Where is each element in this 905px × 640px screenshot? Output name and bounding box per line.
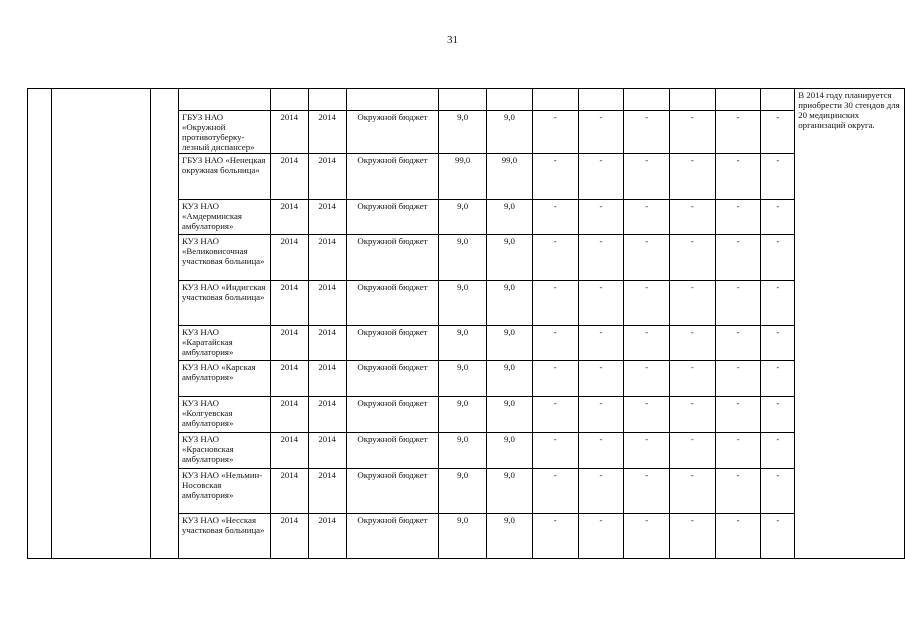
cell-end-year: 2014 xyxy=(308,200,346,235)
cell-start-year: 2014 xyxy=(270,397,308,433)
cell-2017: - xyxy=(624,111,670,154)
cell-spacer xyxy=(487,89,533,111)
cell-end-year: 2014 xyxy=(308,361,346,397)
cell-funding-source: Окружной бюджет xyxy=(346,154,439,200)
cell-2019: - xyxy=(715,281,761,326)
cell-2019: - xyxy=(715,433,761,469)
cell-2017: - xyxy=(624,433,670,469)
cell-2019: - xyxy=(715,154,761,200)
cell-2015: - xyxy=(532,326,578,361)
cell-spacer xyxy=(578,89,624,111)
cell-end-year: 2014 xyxy=(308,111,346,154)
cell-2014: 9,0 xyxy=(487,235,533,281)
cell-spacer xyxy=(178,89,270,111)
cell-2018: - xyxy=(670,154,716,200)
cell-2020: - xyxy=(761,361,795,397)
cell-end-year: 2014 xyxy=(308,433,346,469)
cell-2014: 9,0 xyxy=(487,361,533,397)
cell-start-year: 2014 xyxy=(270,154,308,200)
cell-total: 9,0 xyxy=(439,514,487,559)
cell-end-year: 2014 xyxy=(308,154,346,200)
cell-spacer xyxy=(715,89,761,111)
cell-2017: - xyxy=(624,361,670,397)
cell-2016: - xyxy=(578,326,624,361)
cell-2017: - xyxy=(624,235,670,281)
cell-start-year: 2014 xyxy=(270,111,308,154)
cell-start-year: 2014 xyxy=(270,469,308,514)
cell-2014: 9,0 xyxy=(487,397,533,433)
cell-spacer xyxy=(308,89,346,111)
cell-2018: - xyxy=(670,111,716,154)
cell-2019: - xyxy=(715,469,761,514)
cell-2020: - xyxy=(761,326,795,361)
cell-start-year: 2014 xyxy=(270,200,308,235)
cell-total: 9,0 xyxy=(439,281,487,326)
cell-total: 9,0 xyxy=(439,200,487,235)
note-cell: В 2014 году планируется приобрести 30 стендов для 20 медицинских организаций округа. xyxy=(795,89,905,559)
cell-2017: - xyxy=(624,154,670,200)
table-body xyxy=(28,89,905,559)
cell-2015: - xyxy=(532,154,578,200)
cell-funding-source: Окружной бюджет xyxy=(346,397,439,433)
cell-2017: - xyxy=(624,326,670,361)
cell-2016: - xyxy=(578,281,624,326)
cell-2020: - xyxy=(761,154,795,200)
cell-funding-source: Окружной бюджет xyxy=(346,326,439,361)
cell-start-year: 2014 xyxy=(270,361,308,397)
cell-2020: - xyxy=(761,200,795,235)
cell-2015: - xyxy=(532,281,578,326)
cell-total: 9,0 xyxy=(439,111,487,154)
cell-2014: 9,0 xyxy=(487,326,533,361)
cell-spacer xyxy=(761,89,795,111)
cell-end-year: 2014 xyxy=(308,514,346,559)
cell-2015: - xyxy=(532,235,578,281)
cell-2018: - xyxy=(670,397,716,433)
cell-2016: - xyxy=(578,469,624,514)
cell-2020: - xyxy=(761,469,795,514)
cell-funding-source: Окружной бюджет xyxy=(346,111,439,154)
cell-blank-c xyxy=(151,89,179,559)
budget-table xyxy=(27,88,905,559)
cell-2016: - xyxy=(578,200,624,235)
cell-start-year: 2014 xyxy=(270,433,308,469)
cell-spacer xyxy=(439,89,487,111)
cell-organization: КУЗ НАО «Каратайская амбулатория» xyxy=(178,326,270,361)
cell-2019: - xyxy=(715,514,761,559)
cell-2014: 9,0 xyxy=(487,281,533,326)
cell-end-year: 2014 xyxy=(308,469,346,514)
cell-2014: 9,0 xyxy=(487,111,533,154)
cell-total: 9,0 xyxy=(439,326,487,361)
cell-2019: - xyxy=(715,326,761,361)
page-number: 31 xyxy=(447,34,458,46)
cell-2020: - xyxy=(761,111,795,154)
cell-2019: - xyxy=(715,361,761,397)
cell-2015: - xyxy=(532,200,578,235)
cell-total: 9,0 xyxy=(439,469,487,514)
cell-2018: - xyxy=(670,200,716,235)
cell-spacer xyxy=(346,89,439,111)
cell-2016: - xyxy=(578,111,624,154)
cell-total: 9,0 xyxy=(439,361,487,397)
cell-spacer xyxy=(532,89,578,111)
cell-2015: - xyxy=(532,514,578,559)
cell-end-year: 2014 xyxy=(308,235,346,281)
cell-funding-source: Окружной бюджет xyxy=(346,281,439,326)
cell-organization: КУЗ НАО «Колгуевская амбулатория» xyxy=(178,397,270,433)
cell-funding-source: Окружной бюджет xyxy=(346,433,439,469)
cell-spacer xyxy=(670,89,716,111)
cell-2018: - xyxy=(670,326,716,361)
cell-2019: - xyxy=(715,397,761,433)
cell-blank-b xyxy=(51,89,150,559)
cell-2017: - xyxy=(624,200,670,235)
cell-organization: КУЗ НАО «Красновская амбулатория» xyxy=(178,433,270,469)
cell-2016: - xyxy=(578,154,624,200)
cell-2016: - xyxy=(578,514,624,559)
table-row-spacer xyxy=(28,89,905,111)
cell-2017: - xyxy=(624,514,670,559)
cell-2015: - xyxy=(532,469,578,514)
cell-organization: КУЗ НАО «Карская амбулатория» xyxy=(178,361,270,397)
cell-start-year: 2014 xyxy=(270,514,308,559)
cell-total: 9,0 xyxy=(439,397,487,433)
cell-2014: 99,0 xyxy=(487,154,533,200)
cell-organization: КУЗ НАО «Великовисочная участковая больница» xyxy=(178,235,270,281)
cell-end-year: 2014 xyxy=(308,326,346,361)
cell-total: 9,0 xyxy=(439,235,487,281)
cell-2019: - xyxy=(715,235,761,281)
cell-organization: ГБУЗ НАО «Ненецкая окружная больница» xyxy=(178,154,270,200)
cell-2018: - xyxy=(670,361,716,397)
cell-end-year: 2014 xyxy=(308,281,346,326)
cell-2018: - xyxy=(670,433,716,469)
cell-organization: КУЗ НАО «Индигская участковая больница» xyxy=(178,281,270,326)
cell-2014: 9,0 xyxy=(487,469,533,514)
cell-2020: - xyxy=(761,514,795,559)
cell-2018: - xyxy=(670,235,716,281)
cell-organization: ГБУЗ НАО «Окружной противотуберку-лезный диспансер» xyxy=(178,111,270,154)
cell-2015: - xyxy=(532,433,578,469)
cell-2015: - xyxy=(532,111,578,154)
cell-spacer xyxy=(270,89,308,111)
cell-2016: - xyxy=(578,433,624,469)
cell-2020: - xyxy=(761,397,795,433)
cell-funding-source: Окружной бюджет xyxy=(346,200,439,235)
cell-funding-source: Окружной бюджет xyxy=(346,235,439,281)
cell-funding-source: Окружной бюджет xyxy=(346,361,439,397)
cell-2020: - xyxy=(761,235,795,281)
cell-start-year: 2014 xyxy=(270,326,308,361)
cell-2018: - xyxy=(670,281,716,326)
cell-2016: - xyxy=(578,235,624,281)
cell-start-year: 2014 xyxy=(270,281,308,326)
cell-total: 9,0 xyxy=(439,433,487,469)
cell-2018: - xyxy=(670,514,716,559)
cell-2014: 9,0 xyxy=(487,433,533,469)
cell-2016: - xyxy=(578,361,624,397)
cell-2018: - xyxy=(670,469,716,514)
cell-2020: - xyxy=(761,433,795,469)
cell-2015: - xyxy=(532,361,578,397)
cell-2017: - xyxy=(624,397,670,433)
cell-funding-source: Окружной бюджет xyxy=(346,514,439,559)
cell-end-year: 2014 xyxy=(308,397,346,433)
cell-organization: КУЗ НАО «Амдерминская амбулатория» xyxy=(178,200,270,235)
cell-2014: 9,0 xyxy=(487,200,533,235)
cell-blank-a xyxy=(28,89,52,559)
cell-2014: 9,0 xyxy=(487,514,533,559)
cell-spacer xyxy=(624,89,670,111)
cell-organization: КУЗ НАО «Нельмин-Носовская амбулатория» xyxy=(178,469,270,514)
cell-2019: - xyxy=(715,111,761,154)
cell-2016: - xyxy=(578,397,624,433)
cell-2017: - xyxy=(624,469,670,514)
cell-2019: - xyxy=(715,200,761,235)
cell-funding-source: Окружной бюджет xyxy=(346,469,439,514)
cell-organization: КУЗ НАО «Несская участковая больница» xyxy=(178,514,270,559)
cell-2015: - xyxy=(532,397,578,433)
cell-2017: - xyxy=(624,281,670,326)
cell-total: 99,0 xyxy=(439,154,487,200)
cell-start-year: 2014 xyxy=(270,235,308,281)
cell-2020: - xyxy=(761,281,795,326)
